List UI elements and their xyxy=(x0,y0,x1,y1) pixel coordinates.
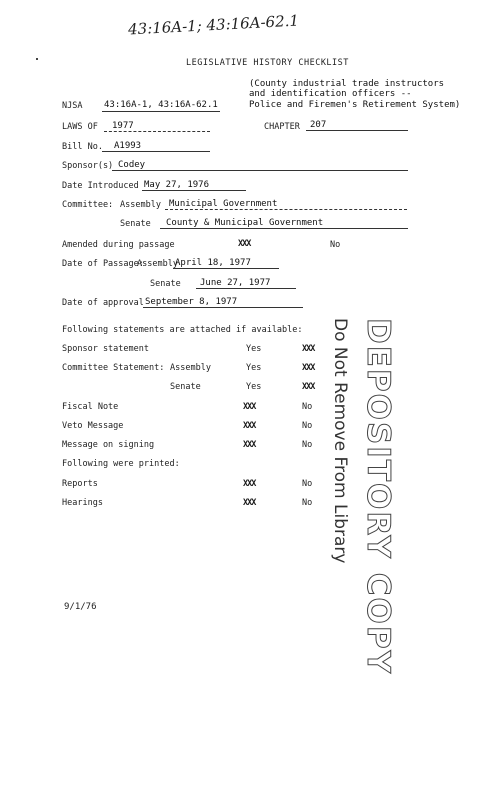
sponsors-value xyxy=(112,160,408,171)
passage-assembly-value-text: April 18, 1977 xyxy=(175,258,251,268)
chapter-label: CHAPTER xyxy=(264,122,300,132)
passage-senate-value xyxy=(196,278,296,289)
description-line-3: Police and Firemen's Retirement System) xyxy=(249,100,461,110)
sponsors-value-text: Codey xyxy=(118,160,146,170)
page-title: LEGISLATIVE HISTORY CHECKLIST xyxy=(186,58,349,68)
printed-no: No xyxy=(302,479,313,489)
amended-yes-mark: XXX xyxy=(238,239,251,249)
passage-senate-label: Senate xyxy=(150,279,181,289)
committee-assembly-value xyxy=(165,199,407,210)
statement-label: Veto Message xyxy=(62,421,124,431)
njsa-value-text: 43:16A-1, 43:16A-62.1 xyxy=(104,100,218,110)
chapter-value xyxy=(306,120,408,131)
printed-yes-mark: XXX xyxy=(243,479,256,489)
stamp-line-2: Do Not Remove From Library xyxy=(330,318,350,564)
statement-sublabel: Senate xyxy=(170,382,201,392)
printed-header: Following were printed: xyxy=(62,459,180,469)
committee-label: Committee: xyxy=(62,200,114,210)
passage-assembly-label: Assembly xyxy=(137,259,178,269)
attached-header: Following statements are attached if available: xyxy=(62,325,303,335)
laws-of-value xyxy=(104,121,210,132)
passage-senate-value-text: June 27, 1977 xyxy=(200,278,271,288)
statement-no: No xyxy=(302,421,313,431)
statement-yes-mark: XXX xyxy=(243,402,256,412)
description-line-2: and identification officers -- xyxy=(249,89,412,99)
statement-yes-mark: XXX xyxy=(243,421,256,431)
chapter-value-text: 207 xyxy=(310,120,327,130)
printed-label: Hearings xyxy=(62,498,103,508)
approval-label: Date of approval xyxy=(62,298,144,308)
amended-no: No xyxy=(330,240,341,250)
committee-assembly-value-text: Municipal Government xyxy=(169,199,278,209)
statement-label: Fiscal Note xyxy=(62,402,119,412)
bill-no-value xyxy=(102,141,210,152)
handwritten-date-note: 9/1/76 xyxy=(64,602,97,612)
passage-assembly-value xyxy=(173,258,279,269)
stamp-line-1: DEPOSITORY COPY xyxy=(360,318,396,676)
date-introduced-value xyxy=(142,180,246,191)
committee-assembly-label: Assembly xyxy=(120,200,161,210)
amended-label: Amended during passage xyxy=(62,240,175,250)
approval-value xyxy=(143,297,303,308)
date-introduced-label: Date Introduced xyxy=(62,181,139,191)
printed-no: No xyxy=(302,498,313,508)
laws-of-value-text: 1977 xyxy=(112,121,134,131)
statement-label: Sponsor statement xyxy=(62,344,149,354)
date-introduced-value-text: May 27, 1976 xyxy=(144,180,210,190)
handwritten-header-note: 43:16A-1; 43:16A-62.1 xyxy=(127,11,300,39)
approval-value-text: September 8, 1977 xyxy=(145,297,238,307)
statement-no-mark: XXX xyxy=(302,344,315,354)
statement-yes: Yes xyxy=(246,382,262,392)
committee-senate-value xyxy=(160,218,408,229)
njsa-value xyxy=(102,100,220,112)
statement-no: No xyxy=(302,402,313,412)
committee-senate-value-text: County & Municipal Government xyxy=(166,218,324,228)
laws-of-label: LAWS OF xyxy=(62,122,98,132)
statement-label: Message on signing xyxy=(62,440,155,450)
passage-label: Date of Passage: xyxy=(62,259,144,269)
printed-label: Reports xyxy=(62,479,98,489)
statement-no: No xyxy=(302,440,313,450)
sponsors-label: Sponsor(s) xyxy=(62,161,114,171)
bill-no-value-text: A1993 xyxy=(114,141,142,151)
statement-yes-mark: XXX xyxy=(243,440,256,450)
statement-label: Committee Statement: xyxy=(62,363,165,373)
statement-yes: Yes xyxy=(246,344,262,354)
scan-speck xyxy=(36,58,38,60)
njsa-label: NJSA xyxy=(62,101,83,111)
description-line-1: (County industrial trade instructors xyxy=(249,79,445,89)
statement-yes: Yes xyxy=(246,363,262,373)
committee-senate-label: Senate xyxy=(120,219,151,229)
printed-yes-mark: XXX xyxy=(243,498,256,508)
statement-sublabel: Assembly xyxy=(170,363,211,373)
bill-no-label: Bill No. xyxy=(62,142,103,152)
statement-no-mark: XXX xyxy=(302,363,315,373)
statement-no-mark: XXX xyxy=(302,382,315,392)
